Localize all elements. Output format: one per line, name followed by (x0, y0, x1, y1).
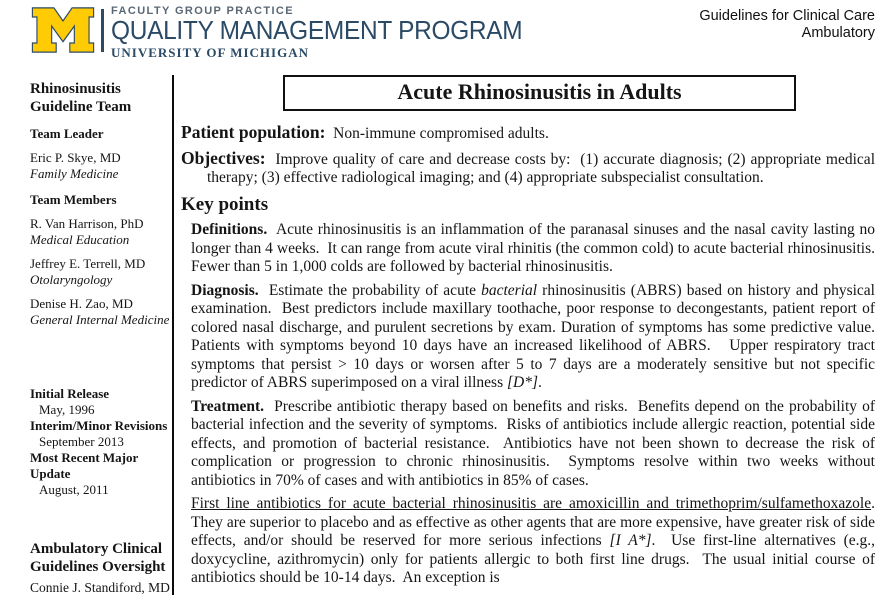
guideline-team-title: Rhinosinusitis Guideline Team (30, 81, 132, 115)
university-of-michigan-label: UNIVERSITY OF MICHIGAN (111, 45, 309, 60)
paragraph-first-line-antibiotics (191, 495, 883, 588)
release-label: Interim/Minor Revisions (30, 418, 168, 433)
oversight-heading: Ambulatory Clinical Guidelines Oversight (30, 541, 166, 575)
guideline-team-section (30, 80, 172, 328)
release-label: Initial Release (30, 386, 110, 401)
diagnosis-text: rhinosinusitis (ABRS) based on history and physical examination. Best predictors include maxillary toothache, poor response to decongestants, patient report of colored nasal discharge, and purulent secretions by exam. Duration of symptoms has some predictive value. Patients with symptoms beyond 10 days have an increased likelihood of ABRS. Upper respiratory tract symptoms that persist > 10 days or worsen after 5 to 7 days are a moderately sensitive but not specific predictor of ABRS superimposed on a viral illness (191, 281, 883, 391)
team-leader-specialty: Family Medicine (30, 166, 119, 181)
diagnosis-text: . (538, 374, 542, 391)
team-member-entry (30, 296, 172, 328)
diagnosis-lead: Diagnosis. (191, 281, 259, 299)
patient-population-text: Non-immune compromised adults. (325, 125, 549, 142)
member-specialty: Otolaryngology (30, 272, 113, 287)
release-dates-section (30, 386, 172, 498)
team-leader-name: Eric P. Skye, MD (30, 150, 121, 165)
diagnosis-italic-bacterial: bacterial (481, 281, 538, 299)
paragraph-diagnosis (191, 281, 883, 393)
evidence-level-tag: [D*] (507, 374, 539, 391)
member-specialty: Medical Education (30, 232, 130, 247)
member-name: Denise H. Zao, MD (30, 296, 133, 311)
paragraph-treatment (191, 397, 879, 491)
release-label: Most Recent Major Update (30, 450, 139, 481)
block-m-shape (32, 8, 93, 52)
sidebar-vertical-rule (172, 75, 174, 595)
team-member-entry (30, 216, 172, 248)
logo-divider (101, 9, 104, 52)
objectives-label: Objectives: (181, 148, 266, 168)
team-leader-heading: Team Leader (30, 126, 104, 141)
page-title: Acute Rhinosinusitis in Adults (397, 79, 682, 104)
definitions-text: Acute rhinosinusitis is an inflammation of the paranasal sinuses and the nasal cavity lasting no longer than 4 weeks. It can range from acute viral rhinitis (the common cold) to acute bacterial rhinosinusitis. Fewer than 5 in 1,000 colds are followed by bacterial rhinosinusitis. (191, 221, 883, 275)
logo-text-block (111, 5, 549, 60)
release-date: August, 2011 (39, 482, 109, 497)
first-line-text: . They are superior to placebo and as effective as other agents that are more expensive, have greater risk of side effects, and/or should be reserved for more serious infections (191, 495, 883, 549)
team-members-heading: Team Members (30, 192, 117, 207)
team-member-entry (30, 256, 172, 288)
guidelines-for-clinical-care-label: Guidelines for Clinical Care (699, 8, 875, 24)
ambulatory-label: Ambulatory (801, 24, 875, 41)
treatment-text: Prescribe antibiotic therapy based on benefits and risks. Benefits depend on the probability of bacterial infection and the severity of symptoms. Risks of antibiotics include allergic reaction, potential side effects, and promotion of bacterial resistance. Antibiotics have not been shown to decrease the risk of complication or progression to chronic rhinosinusitis. Symptoms resolve within two weeks without antibiotics in 70% of cases and with antibiotics in 85% of cases. (191, 397, 879, 489)
diagnosis-text: Estimate the probability of acute (258, 281, 482, 299)
first-line-text: . Use first-line alternatives (e.g., doxycycline, azithromycin) only for patients allergic to both first line drugs. The usual initial course of antibiotics should be 10-14 days. An exception is (191, 532, 879, 586)
patient-population-line (181, 122, 875, 143)
faculty-group-practice-label: FACULTY GROUP PRACTICE (111, 5, 294, 17)
release-date: May, 1996 (39, 402, 95, 417)
main-content (181, 75, 883, 588)
objectives-line (181, 148, 879, 187)
release-date: September 2013 (39, 434, 124, 449)
definitions-lead: Definitions. (191, 221, 268, 238)
first-line-underlined-text: First line antibiotics for acute bacterial rhinosinusitis are amoxicillin and trimethoprim/sulfamethoxazole (191, 495, 872, 512)
treatment-lead: Treatment. (191, 397, 265, 415)
key-points-heading: Key points (181, 194, 269, 215)
member-name: Jeffrey E. Terrell, MD (30, 256, 146, 271)
quality-management-program-title: QUALITY MANAGEMENT PROGRAM (111, 15, 523, 45)
header-right-block (699, 8, 875, 41)
team-leader-entry (30, 150, 172, 182)
objectives-text: Improve quality of care and decrease costs by: (1) accurate diagnosis; (2) appropriate medical therapy; (3) effective radiological imaging; and (4) appropriate subspecialist consultation. (207, 151, 879, 186)
paragraph-definitions (191, 221, 883, 277)
oversight-name: Connie J. Standiford, MD (30, 580, 170, 595)
evidence-level-tag: [I A*] (609, 532, 652, 549)
member-name: R. Van Harrison, PhD (30, 216, 144, 231)
university-of-michigan-block-m-icon (29, 4, 97, 56)
title-box (283, 75, 796, 111)
member-specialty: General Internal Medicine (30, 312, 170, 327)
oversight-section (30, 540, 172, 595)
patient-population-label: Patient population: (181, 122, 326, 142)
